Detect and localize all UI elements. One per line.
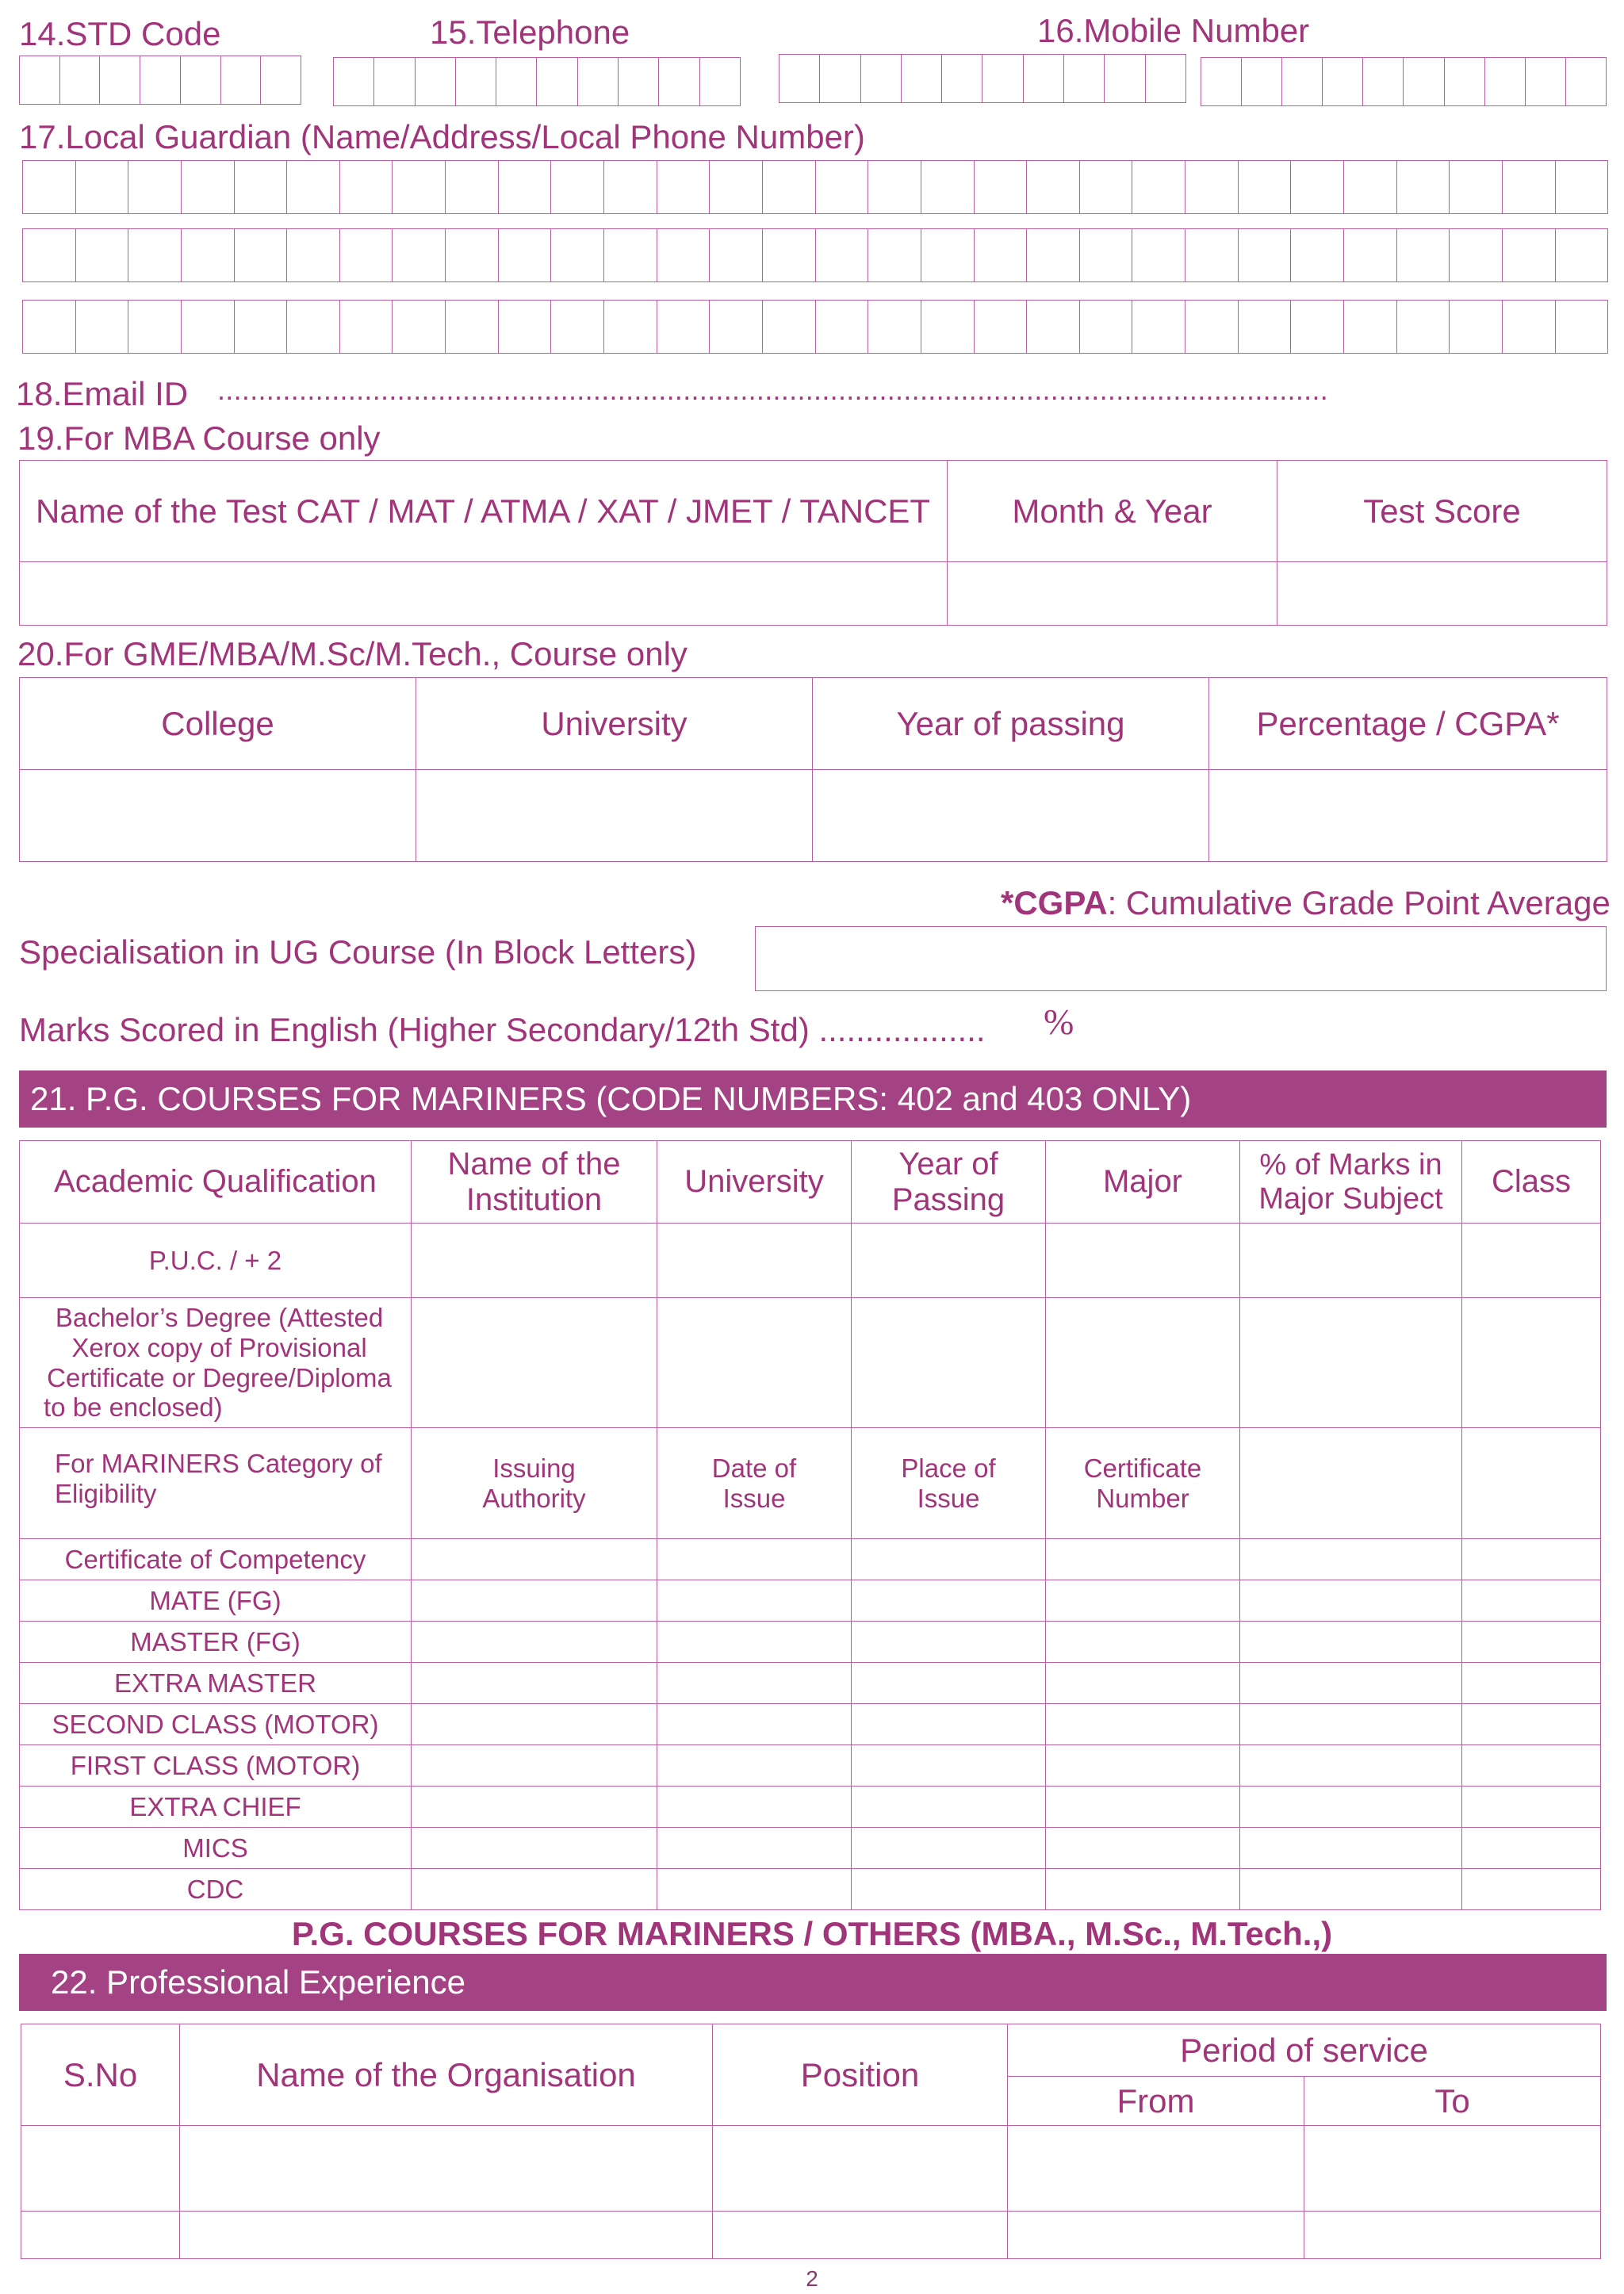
char-box[interactable] bbox=[499, 161, 552, 213]
certificate-label: FIRST CLASS (MOTOR) bbox=[20, 1745, 412, 1787]
certificate-cell[interactable] bbox=[1240, 1663, 1462, 1704]
guardian-line-2[interactable] bbox=[22, 228, 1608, 282]
char-box[interactable] bbox=[1445, 58, 1485, 105]
certificate-row bbox=[20, 1580, 1601, 1622]
char-box[interactable] bbox=[60, 56, 101, 104]
char-box[interactable] bbox=[537, 58, 577, 105]
position-cell[interactable] bbox=[713, 2212, 1008, 2259]
english-marks-label[interactable]: Marks Scored in English (Higher Secondary/12th Std) .................. bbox=[19, 1011, 986, 1048]
char-box[interactable] bbox=[1291, 229, 1344, 281]
char-box[interactable] bbox=[393, 301, 446, 353]
telephone-label: 15.Telephone bbox=[430, 13, 630, 51]
char-box[interactable] bbox=[1291, 301, 1344, 353]
guardian-line-3[interactable] bbox=[22, 300, 1608, 354]
mariners-empty-cell-1 bbox=[1240, 1428, 1462, 1539]
char-box[interactable] bbox=[1239, 301, 1292, 353]
test-score-cell[interactable] bbox=[1277, 562, 1607, 626]
char-box[interactable] bbox=[1397, 301, 1450, 353]
char-box[interactable] bbox=[1105, 55, 1145, 102]
sno-cell[interactable] bbox=[21, 2212, 180, 2259]
char-box[interactable] bbox=[816, 301, 869, 353]
certificate-cell[interactable] bbox=[1462, 1663, 1601, 1704]
char-box[interactable] bbox=[1503, 301, 1556, 353]
char-box[interactable] bbox=[816, 229, 869, 281]
pg-others-title: P.G. COURSES FOR MARINERS / OTHERS (MBA., M.Sc., M.Tech.,) bbox=[291, 1915, 1333, 1952]
char-box[interactable] bbox=[1201, 58, 1242, 105]
issuing-authority-header: Issuing Authority bbox=[412, 1428, 657, 1539]
char-box[interactable] bbox=[657, 301, 710, 353]
mba-table bbox=[19, 460, 1607, 626]
certificate-number-header: Certificate Number bbox=[1046, 1428, 1240, 1539]
academic-qualification-header: Academic Qualification bbox=[20, 1141, 412, 1224]
year-of-passing-header: Year of passing bbox=[813, 678, 1209, 770]
certificate-label: EXTRA MASTER bbox=[20, 1663, 412, 1704]
certificate-cell[interactable] bbox=[657, 1704, 852, 1745]
certificate-cell[interactable] bbox=[1240, 1787, 1462, 1828]
puc-year-cell[interactable] bbox=[852, 1224, 1046, 1298]
char-box[interactable] bbox=[499, 301, 552, 353]
char-box[interactable] bbox=[23, 161, 76, 213]
certificate-cell[interactable] bbox=[1240, 1622, 1462, 1663]
certificate-cell[interactable] bbox=[412, 1539, 657, 1580]
certificate-cell[interactable] bbox=[657, 1580, 852, 1622]
certificate-cell[interactable] bbox=[657, 1539, 852, 1580]
certificate-cell[interactable] bbox=[1046, 1828, 1240, 1869]
certificate-cell[interactable] bbox=[852, 1828, 1046, 1869]
char-box[interactable] bbox=[182, 301, 235, 353]
char-box[interactable] bbox=[100, 56, 140, 104]
certificate-cell[interactable] bbox=[1462, 1745, 1601, 1787]
char-box[interactable] bbox=[763, 301, 816, 353]
char-box[interactable] bbox=[1503, 229, 1556, 281]
test-name-cell[interactable] bbox=[20, 562, 948, 626]
year-of-passing-header-pg: Year of Passing bbox=[852, 1141, 1046, 1224]
char-box[interactable] bbox=[1185, 161, 1239, 213]
char-box[interactable] bbox=[1556, 229, 1608, 281]
char-box[interactable] bbox=[1485, 58, 1526, 105]
char-box[interactable] bbox=[1242, 58, 1282, 105]
institution-header: Name of the Institution bbox=[412, 1141, 657, 1224]
certificate-cell[interactable] bbox=[1240, 1828, 1462, 1869]
gme-table bbox=[19, 677, 1607, 862]
mobile-boxes-part-1[interactable] bbox=[779, 54, 1186, 103]
char-box[interactable] bbox=[235, 229, 288, 281]
char-box[interactable] bbox=[23, 229, 76, 281]
bachelor-institution-cell[interactable] bbox=[412, 1298, 657, 1428]
university-header: University bbox=[416, 678, 813, 770]
certificate-cell[interactable] bbox=[657, 1869, 852, 1910]
char-box[interactable] bbox=[1239, 161, 1292, 213]
char-box[interactable] bbox=[1282, 58, 1323, 105]
percentage-cgpa-header: Percentage / CGPA* bbox=[1209, 678, 1607, 770]
char-box[interactable] bbox=[287, 301, 340, 353]
page-number: 2 bbox=[806, 2266, 818, 2291]
organisation-cell[interactable] bbox=[180, 2126, 713, 2212]
certificate-cell[interactable] bbox=[657, 1663, 852, 1704]
certificate-label: CDC bbox=[20, 1869, 412, 1910]
certificate-row bbox=[20, 1828, 1601, 1869]
organisation-cell[interactable] bbox=[180, 2212, 713, 2259]
certificate-cell[interactable] bbox=[852, 1869, 1046, 1910]
certificate-cell[interactable] bbox=[412, 1704, 657, 1745]
char-box[interactable] bbox=[700, 58, 740, 105]
char-box[interactable] bbox=[1132, 161, 1185, 213]
certificate-cell[interactable] bbox=[412, 1622, 657, 1663]
puc-label: P.U.C. / + 2 bbox=[20, 1224, 412, 1298]
char-box[interactable] bbox=[710, 229, 763, 281]
test-name-header: Name of the Test CAT / MAT / ATMA / XAT / JMET / TANCET bbox=[20, 461, 948, 562]
puc-university-cell[interactable] bbox=[657, 1224, 852, 1298]
certificate-cell[interactable] bbox=[412, 1828, 657, 1869]
percentage-cgpa-cell[interactable] bbox=[1209, 770, 1607, 862]
certificate-cell[interactable] bbox=[1462, 1622, 1601, 1663]
certificate-cell[interactable] bbox=[852, 1787, 1046, 1828]
char-box[interactable] bbox=[393, 229, 446, 281]
char-box[interactable] bbox=[1556, 301, 1608, 353]
marks-major-header: % of Marks in Major Subject bbox=[1240, 1141, 1462, 1224]
char-box[interactable] bbox=[921, 161, 975, 213]
certificate-cell[interactable] bbox=[412, 1580, 657, 1622]
mobile-boxes-part-2[interactable] bbox=[1201, 57, 1607, 106]
char-box[interactable] bbox=[1024, 55, 1064, 102]
char-box[interactable] bbox=[820, 55, 860, 102]
college-header: College bbox=[20, 678, 416, 770]
telephone-boxes[interactable] bbox=[333, 57, 741, 106]
cgpa-note-definition: : Cumulative Grade Point Average bbox=[1107, 884, 1611, 921]
organisation-header: Name of the Organisation bbox=[180, 2024, 713, 2126]
certificate-cell[interactable] bbox=[1240, 1580, 1462, 1622]
char-box[interactable] bbox=[1450, 161, 1503, 213]
char-box[interactable] bbox=[416, 58, 456, 105]
pg21-table bbox=[19, 1140, 1601, 1910]
to-cell[interactable] bbox=[1304, 2212, 1601, 2259]
char-box[interactable] bbox=[604, 229, 657, 281]
char-box[interactable] bbox=[374, 58, 415, 105]
char-box[interactable] bbox=[1027, 229, 1080, 281]
char-box[interactable] bbox=[1132, 301, 1185, 353]
certificate-cell[interactable] bbox=[1462, 1704, 1601, 1745]
char-box[interactable] bbox=[902, 55, 942, 102]
char-box[interactable] bbox=[1526, 58, 1566, 105]
char-box[interactable] bbox=[710, 301, 763, 353]
char-box[interactable] bbox=[659, 58, 699, 105]
certificate-cell[interactable] bbox=[1046, 1787, 1240, 1828]
certificate-label: MASTER (FG) bbox=[20, 1622, 412, 1663]
char-box[interactable] bbox=[657, 229, 710, 281]
char-box[interactable] bbox=[1503, 161, 1556, 213]
char-box[interactable] bbox=[578, 58, 619, 105]
position-cell[interactable] bbox=[713, 2126, 1008, 2212]
class-header: Class bbox=[1462, 1141, 1601, 1224]
char-box[interactable] bbox=[763, 161, 816, 213]
certificate-cell[interactable] bbox=[412, 1787, 657, 1828]
certificate-cell[interactable] bbox=[657, 1745, 852, 1787]
std-code-boxes[interactable] bbox=[19, 56, 301, 105]
char-box[interactable] bbox=[1323, 58, 1363, 105]
char-box[interactable] bbox=[1344, 301, 1397, 353]
pg21-section-title: 21. P.G. COURSES FOR MARINERS (CODE NUMBERS: 402 and 403 ONLY) bbox=[19, 1070, 1607, 1128]
char-box[interactable] bbox=[1064, 55, 1105, 102]
certificate-label: Certificate of Competency bbox=[20, 1539, 412, 1580]
char-box[interactable] bbox=[1080, 301, 1133, 353]
bachelor-label: Bachelor’s Degree (Attested Xerox copy of Provisional Certificate or Degree/Diploma to be enclosed) bbox=[20, 1298, 412, 1428]
char-box[interactable] bbox=[861, 55, 902, 102]
gme-section-title: 20.For GME/MBA/M.Sc/M.Tech., Course only bbox=[17, 635, 688, 672]
char-box[interactable] bbox=[1146, 55, 1185, 102]
char-box[interactable] bbox=[1185, 229, 1239, 281]
certificate-cell[interactable] bbox=[852, 1539, 1046, 1580]
char-box[interactable] bbox=[393, 161, 446, 213]
certificate-cell[interactable] bbox=[1046, 1622, 1240, 1663]
char-box[interactable] bbox=[340, 229, 393, 281]
bachelor-university-cell[interactable] bbox=[657, 1298, 852, 1428]
char-box[interactable] bbox=[975, 161, 1028, 213]
certificate-cell[interactable] bbox=[1462, 1828, 1601, 1869]
char-box[interactable] bbox=[287, 161, 340, 213]
char-box[interactable] bbox=[1450, 301, 1503, 353]
university-header-pg: University bbox=[657, 1141, 852, 1224]
certificate-cell[interactable] bbox=[1240, 1869, 1462, 1910]
char-box[interactable] bbox=[763, 229, 816, 281]
certificate-cell[interactable] bbox=[1046, 1663, 1240, 1704]
certificate-cell[interactable] bbox=[852, 1580, 1046, 1622]
certificate-label: SECOND CLASS (MOTOR) bbox=[20, 1704, 412, 1745]
char-box[interactable] bbox=[340, 161, 393, 213]
char-box[interactable] bbox=[287, 229, 340, 281]
char-box[interactable] bbox=[334, 58, 374, 105]
char-box[interactable] bbox=[868, 161, 921, 213]
major-header: Major bbox=[1046, 1141, 1240, 1224]
char-box[interactable] bbox=[1239, 229, 1292, 281]
char-box[interactable] bbox=[921, 229, 975, 281]
char-box[interactable] bbox=[20, 56, 60, 104]
year-of-passing-cell[interactable] bbox=[813, 770, 1209, 862]
month-year-cell[interactable] bbox=[948, 562, 1277, 626]
from-header: From bbox=[1008, 2077, 1304, 2126]
char-box[interactable] bbox=[1132, 229, 1185, 281]
certificate-cell[interactable] bbox=[412, 1663, 657, 1704]
email-field[interactable]: ........................................................................................................................................ bbox=[217, 373, 1329, 406]
char-box[interactable] bbox=[1027, 161, 1080, 213]
puc-institution-cell[interactable] bbox=[412, 1224, 657, 1298]
certificate-row bbox=[20, 1622, 1601, 1663]
char-box[interactable] bbox=[816, 161, 869, 213]
certificate-cell[interactable] bbox=[1046, 1869, 1240, 1910]
cgpa-note bbox=[1001, 884, 1611, 921]
char-box[interactable] bbox=[1397, 229, 1450, 281]
char-box[interactable] bbox=[76, 229, 129, 281]
experience-row bbox=[21, 2126, 1601, 2212]
char-box[interactable] bbox=[181, 56, 221, 104]
char-box[interactable] bbox=[1344, 161, 1397, 213]
certificate-row bbox=[20, 1539, 1601, 1580]
mariners-category-header: For MARINERS Category of Eligibility bbox=[20, 1428, 412, 1539]
certificate-cell[interactable] bbox=[657, 1828, 852, 1869]
certificate-cell[interactable] bbox=[852, 1745, 1046, 1787]
char-box[interactable] bbox=[140, 56, 181, 104]
email-label: 18.Email ID bbox=[16, 375, 189, 412]
guardian-line-1[interactable] bbox=[22, 160, 1608, 214]
char-box[interactable] bbox=[1397, 161, 1450, 213]
certificate-row bbox=[20, 1787, 1601, 1828]
certificate-cell[interactable] bbox=[1462, 1869, 1601, 1910]
bachelor-year-cell[interactable] bbox=[852, 1298, 1046, 1428]
char-box[interactable] bbox=[868, 301, 921, 353]
char-box[interactable] bbox=[868, 229, 921, 281]
month-year-header: Month & Year bbox=[948, 461, 1277, 562]
certificate-cell[interactable] bbox=[1046, 1539, 1240, 1580]
char-box[interactable] bbox=[1291, 161, 1344, 213]
university-cell[interactable] bbox=[416, 770, 813, 862]
char-box[interactable] bbox=[221, 56, 262, 104]
char-box[interactable] bbox=[182, 229, 235, 281]
char-box[interactable] bbox=[235, 161, 288, 213]
char-box[interactable] bbox=[1027, 301, 1080, 353]
char-box[interactable] bbox=[551, 161, 604, 213]
certificate-cell[interactable] bbox=[1462, 1539, 1601, 1580]
char-box[interactable] bbox=[710, 161, 763, 213]
char-box[interactable] bbox=[921, 301, 975, 353]
char-box[interactable] bbox=[551, 301, 604, 353]
char-box[interactable] bbox=[261, 56, 301, 104]
certificate-cell[interactable] bbox=[1046, 1745, 1240, 1787]
position-header: Position bbox=[713, 2024, 1008, 2126]
certificate-cell[interactable] bbox=[852, 1704, 1046, 1745]
char-box[interactable] bbox=[23, 301, 76, 353]
test-score-header: Test Score bbox=[1277, 461, 1607, 562]
char-box[interactable] bbox=[1080, 161, 1133, 213]
puc-marks-cell[interactable] bbox=[1240, 1224, 1462, 1298]
guardian-label: 17.Local Guardian (Name/Address/Local Phone Number) bbox=[19, 118, 865, 155]
char-box[interactable] bbox=[182, 161, 235, 213]
puc-major-cell[interactable] bbox=[1046, 1224, 1240, 1298]
from-cell[interactable] bbox=[1008, 2212, 1304, 2259]
cgpa-note-term: *CGPA bbox=[1001, 884, 1108, 921]
period-of-service-header: Period of service bbox=[1008, 2024, 1601, 2077]
certificate-label: MICS bbox=[20, 1828, 412, 1869]
to-cell[interactable] bbox=[1304, 2126, 1601, 2212]
experience-row bbox=[21, 2212, 1601, 2259]
char-box[interactable] bbox=[604, 161, 657, 213]
std-code-label: 14.STD Code bbox=[19, 15, 221, 52]
to-header: To bbox=[1304, 2077, 1601, 2126]
date-of-issue-header: Date of Issue bbox=[657, 1428, 852, 1539]
char-box[interactable] bbox=[604, 301, 657, 353]
char-box[interactable] bbox=[551, 229, 604, 281]
char-box[interactable] bbox=[779, 55, 820, 102]
specialisation-label: Specialisation in UG Course (In Block Letters) bbox=[19, 933, 697, 971]
char-box[interactable] bbox=[982, 55, 1023, 102]
certificate-cell[interactable] bbox=[1046, 1580, 1240, 1622]
char-box[interactable] bbox=[1450, 229, 1503, 281]
sno-cell[interactable] bbox=[21, 2126, 180, 2212]
certificate-cell[interactable] bbox=[412, 1745, 657, 1787]
bachelor-class-cell[interactable] bbox=[1462, 1298, 1601, 1428]
certificate-row bbox=[20, 1704, 1601, 1745]
char-box[interactable] bbox=[496, 58, 537, 105]
char-box[interactable] bbox=[340, 301, 393, 353]
percent-sign: % bbox=[1044, 1001, 1074, 1042]
char-box[interactable] bbox=[128, 229, 182, 281]
char-box[interactable] bbox=[76, 161, 129, 213]
char-box[interactable] bbox=[446, 161, 499, 213]
char-box[interactable] bbox=[1363, 58, 1404, 105]
certificate-cell[interactable] bbox=[412, 1869, 657, 1910]
char-box[interactable] bbox=[128, 161, 182, 213]
char-box[interactable] bbox=[619, 58, 659, 105]
certificate-cell[interactable] bbox=[1462, 1787, 1601, 1828]
mariners-empty-cell-2 bbox=[1462, 1428, 1601, 1539]
mobile-label: 16.Mobile Number bbox=[1037, 12, 1310, 49]
char-box[interactable] bbox=[1185, 301, 1239, 353]
char-box[interactable] bbox=[499, 229, 552, 281]
char-box[interactable] bbox=[128, 301, 182, 353]
from-cell[interactable] bbox=[1008, 2126, 1304, 2212]
certificate-row bbox=[20, 1869, 1601, 1910]
certificate-cell[interactable] bbox=[1240, 1704, 1462, 1745]
certificate-cell[interactable] bbox=[852, 1622, 1046, 1663]
certificate-cell[interactable] bbox=[657, 1622, 852, 1663]
char-box[interactable] bbox=[657, 161, 710, 213]
certificate-row bbox=[20, 1745, 1601, 1787]
char-box[interactable] bbox=[446, 229, 499, 281]
certificate-cell[interactable] bbox=[1240, 1539, 1462, 1580]
char-box[interactable] bbox=[975, 229, 1028, 281]
specialisation-input[interactable] bbox=[755, 926, 1607, 991]
char-box[interactable] bbox=[1566, 58, 1606, 105]
experience-table bbox=[21, 2024, 1601, 2259]
certificate-cell[interactable] bbox=[852, 1663, 1046, 1704]
char-box[interactable] bbox=[446, 301, 499, 353]
bachelor-major-cell[interactable] bbox=[1046, 1298, 1240, 1428]
puc-class-cell[interactable] bbox=[1462, 1224, 1601, 1298]
char-box[interactable] bbox=[975, 301, 1028, 353]
certificate-label: EXTRA CHIEF bbox=[20, 1787, 412, 1828]
char-box[interactable] bbox=[1404, 58, 1444, 105]
bachelor-marks-cell[interactable] bbox=[1240, 1298, 1462, 1428]
char-box[interactable] bbox=[942, 55, 982, 102]
certificate-cell[interactable] bbox=[1462, 1580, 1601, 1622]
char-box[interactable] bbox=[456, 58, 496, 105]
certificate-cell[interactable] bbox=[657, 1787, 852, 1828]
experience-section-title: 22. Professional Experience bbox=[19, 1954, 1607, 2011]
certificate-cell[interactable] bbox=[1240, 1745, 1462, 1787]
mba-section-title: 19.For MBA Course only bbox=[17, 419, 381, 457]
char-box[interactable] bbox=[1080, 229, 1133, 281]
sno-header: S.No bbox=[21, 2024, 180, 2126]
certificate-cell[interactable] bbox=[1046, 1704, 1240, 1745]
char-box[interactable] bbox=[76, 301, 129, 353]
place-of-issue-header: Place of Issue bbox=[852, 1428, 1046, 1539]
certificate-label: MATE (FG) bbox=[20, 1580, 412, 1622]
char-box[interactable] bbox=[1556, 161, 1608, 213]
char-box[interactable] bbox=[235, 301, 288, 353]
college-cell[interactable] bbox=[20, 770, 416, 862]
certificate-row bbox=[20, 1663, 1601, 1704]
char-box[interactable] bbox=[1344, 229, 1397, 281]
